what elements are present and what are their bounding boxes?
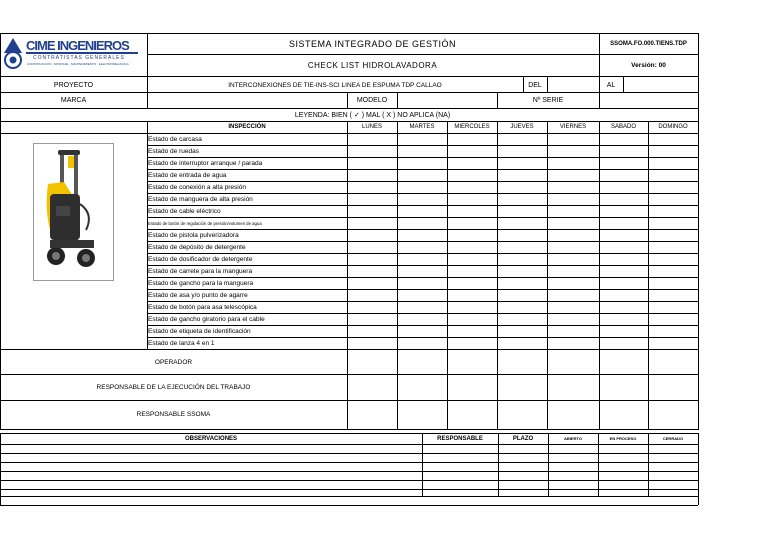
company-logo <box>3 36 143 70</box>
inspection-item: Estado de pistola pulverizadora <box>148 231 239 239</box>
grid-line <box>147 265 698 266</box>
grid-line <box>147 121 148 349</box>
grid-line <box>0 92 698 93</box>
grid-line <box>0 462 698 463</box>
logo-tagline: CONTRATISTAS GENERALES <box>33 55 125 61</box>
grid-line <box>147 205 698 206</box>
obs-header-observaciones: OBSERVACIONES <box>184 435 238 442</box>
day-header: LUNES <box>361 124 382 130</box>
serie-value[interactable] <box>599 93 698 108</box>
grid-line <box>0 444 698 445</box>
grid-line <box>147 325 698 326</box>
grid-line <box>347 121 348 429</box>
obs-header-plazo: PLAZO <box>512 435 534 442</box>
grid-line <box>0 108 698 109</box>
legend: LEYENDA: BIEN ( ✓ ) MAL ( X ) NO APLICA (NA) <box>294 111 451 119</box>
grid-line <box>0 505 698 506</box>
inspection-item: Estado de depósito de detergente <box>148 243 246 251</box>
inspection-item: Estado de conexión a alta presión <box>148 183 246 191</box>
grid-line <box>0 453 698 454</box>
grid-line <box>0 121 698 122</box>
inspection-item: Estado de ruedas <box>148 147 199 155</box>
al-value[interactable] <box>623 78 698 92</box>
grid-line <box>0 133 698 134</box>
day-header: MARTES <box>409 124 435 130</box>
signature-responsable-ejecucion: RESPONSABLE DE LA EJECUCIÓN DEL TRABAJO <box>96 384 251 391</box>
grid-line <box>0 33 698 34</box>
grid-line <box>147 33 148 76</box>
grid-line <box>147 76 148 108</box>
grid-line <box>147 301 698 302</box>
modelo-value[interactable] <box>397 93 497 108</box>
grid-line <box>422 433 423 496</box>
grid-line <box>648 121 649 429</box>
form-subtitle: CHECK LIST HIDROLAVADORA <box>307 60 438 70</box>
grid-line <box>547 76 548 92</box>
inspection-item: Estado de carrete para la manguera <box>148 267 253 275</box>
grid-line <box>0 429 698 430</box>
grid-line <box>0 400 698 401</box>
form-version: Versión: 00 <box>631 61 666 69</box>
grid-line <box>0 480 698 481</box>
inspection-item: Estado de asa y/o punto de agarre <box>148 291 248 299</box>
grid-line <box>0 471 698 472</box>
grid-line <box>147 253 698 254</box>
inspection-item: Estado de carcasa <box>148 135 202 143</box>
equipment-photo-frame <box>33 143 114 281</box>
grid-line <box>147 193 698 194</box>
grid-line <box>147 217 698 218</box>
al-label: AL <box>606 81 616 89</box>
form-title: SISTEMA INTEGRADO DE GESTIÓN <box>288 39 457 49</box>
grid-line <box>147 54 698 55</box>
proyecto-label: PROYECTO <box>53 81 94 89</box>
modelo-label: MODELO <box>356 97 388 104</box>
grid-line <box>548 433 549 496</box>
inspection-item: Estado de cable eléctrico <box>148 207 221 215</box>
grid-line <box>347 92 348 108</box>
inspection-header: INSPECCIÓN <box>228 124 266 130</box>
signature-responsable-ssoma: RESPONSABLE SSOMA <box>136 411 211 418</box>
grid-line <box>648 433 649 496</box>
grid-line <box>599 76 600 108</box>
grid-line <box>147 169 698 170</box>
grid-line <box>598 433 599 496</box>
grid-line <box>0 76 698 77</box>
grid-line <box>147 277 698 278</box>
day-header: VIERNES <box>559 124 587 130</box>
grid-line <box>497 92 498 108</box>
inspection-item: Estado de interruptor arranque / parada <box>148 159 263 167</box>
grid-line <box>599 121 600 429</box>
grid-line <box>698 33 699 430</box>
grid-line <box>0 349 698 350</box>
grid-line <box>0 433 698 434</box>
marca-label: MARCA <box>60 97 87 104</box>
grid-line <box>147 289 698 290</box>
inspection-item: Estado de lanza 4 en 1 <box>148 339 215 347</box>
day-header: JUEVES <box>510 124 534 130</box>
grid-line <box>147 157 698 158</box>
grid-line <box>498 433 499 496</box>
grid-line <box>0 374 698 375</box>
obs-header-abierto: ABIERTO <box>564 436 582 441</box>
inspection-item: Estado de botón para asa telescópica <box>148 303 257 311</box>
obs-header-responsable: RESPONSABLE <box>437 435 483 442</box>
grid-line <box>547 121 548 429</box>
inspection-item: Estado de gancho para la manguera <box>148 279 254 287</box>
day-header: SABADO <box>610 124 636 130</box>
grid-line <box>497 121 498 429</box>
grid-line <box>147 313 698 314</box>
grid-line <box>599 33 600 76</box>
grid-line <box>147 241 698 242</box>
grid-line <box>0 496 698 497</box>
grid-line <box>0 121 1 429</box>
inspection-item: Estado de entrada de agua <box>148 171 227 179</box>
logo-name: CIME INGENIEROS <box>26 38 129 53</box>
day-header: DOMINGO <box>658 124 688 130</box>
day-header: MIERCOLES <box>454 124 490 130</box>
grid-line <box>698 433 699 505</box>
signature-operador: OPERADOR <box>154 358 193 366</box>
obs-header-cerrado: CERRADO <box>662 436 684 441</box>
proyecto-value: INTERCONEXIONES DE TIE-INS-SCI LINEA DE ESPUMA TDP CALLAO <box>228 81 442 89</box>
del-value[interactable] <box>547 78 599 92</box>
grid-line <box>147 229 698 230</box>
grid-line <box>147 337 698 338</box>
form-code: SSOMA.FO.000.TIENS.TDP <box>610 41 687 47</box>
del-label: DEL <box>528 81 542 89</box>
grid-line <box>447 121 448 429</box>
grid-line <box>0 433 1 505</box>
grid-line <box>147 181 698 182</box>
marca-value[interactable] <box>147 93 347 108</box>
inspection-item: Estado de manguera de alta presión <box>148 195 253 203</box>
grid-line <box>397 121 398 429</box>
obs-header-en-proceso: EN PROCESO <box>609 436 637 441</box>
inspection-item: Estado de dosificador de detergente <box>148 255 253 263</box>
inspection-item: Estado de etiqueta de identificación <box>148 327 251 335</box>
grid-line <box>147 145 698 146</box>
grid-line <box>623 76 624 92</box>
grid-line <box>0 489 698 490</box>
serie-label: Nº SERIE <box>532 97 564 104</box>
pressure-washer-icon <box>34 144 113 280</box>
grid-line <box>523 76 524 92</box>
logo-small-text: CONSTRUCCION · MONTAJE · MANTENIMIENTO · ELECTROMECANICA <box>27 62 129 66</box>
inspection-item: Estado de gancho giratorio para el cable <box>148 315 265 323</box>
grid-line <box>397 92 398 108</box>
inspection-item: Estado de botón de regulación de presión/volumen de agua <box>148 220 262 226</box>
